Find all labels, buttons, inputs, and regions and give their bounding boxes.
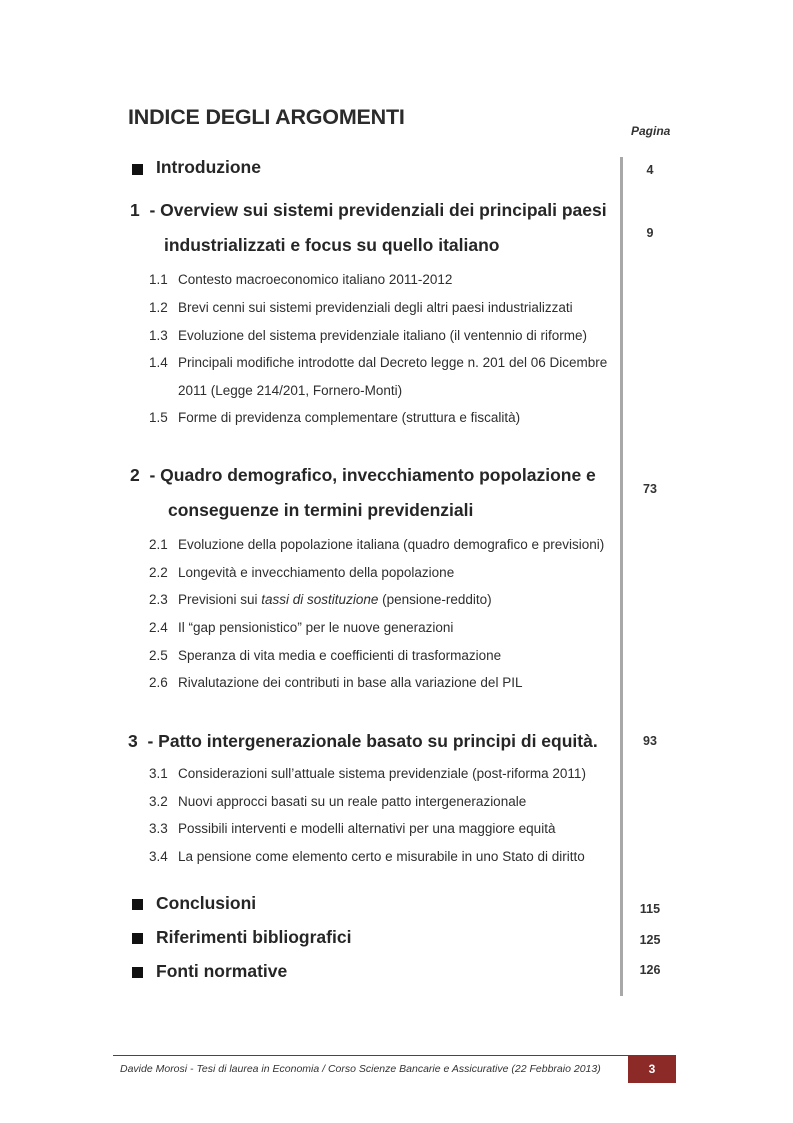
toc-entry-introduction[interactable]: Introduzione — [156, 157, 261, 177]
toc-section-3-1[interactable] — [149, 766, 586, 781]
toc-section-2-6[interactable] — [149, 675, 522, 690]
footer-text: Davide Morosi - Tesi di laurea in Economia / Corso Scienze Bancarie e Assicurative (22 Febbraio 2013) — [120, 1063, 601, 1075]
toc-section-1-2[interactable] — [149, 300, 573, 315]
section-number: 2.3 — [149, 592, 168, 607]
toc-section-1-1[interactable] — [149, 272, 452, 287]
page-number-badge: 3 — [628, 1055, 676, 1083]
section-number: 3.3 — [149, 821, 168, 836]
chapter-title-line2[interactable]: conseguenze in termini previdenziali — [168, 500, 474, 520]
toc-section-2-2[interactable] — [149, 565, 454, 580]
square-bullet-icon — [132, 967, 143, 978]
toc-chapter-2[interactable] — [130, 465, 596, 486]
section-title: Evoluzione della popolazione italiana (quadro demografico e previsioni) — [178, 537, 605, 552]
section-title: Forme di previdenza complementare (struttura e fiscalità) — [178, 410, 521, 425]
toc-section-3-3[interactable] — [149, 821, 555, 836]
toc-section-2-4[interactable] — [149, 620, 453, 635]
toc-section-1-4[interactable] — [149, 355, 607, 370]
toc-entry-legal-sources[interactable]: Fonti normative — [156, 961, 288, 981]
toc-section-2-5[interactable] — [149, 648, 501, 663]
vertical-divider — [620, 157, 623, 996]
toc-section-3-2[interactable] — [149, 794, 526, 809]
toc-entry-bibliography[interactable]: Riferimenti bibliografici — [156, 927, 352, 947]
section-number: 3.2 — [149, 794, 168, 809]
section-title-continuation[interactable]: 2011 (Legge 214/201, Fornero-Monti) — [178, 383, 403, 398]
chapter-number: 1 — [130, 200, 140, 220]
square-bullet-icon — [132, 899, 143, 910]
section-number: 1.3 — [149, 328, 168, 343]
section-title: Possibili interventi e modelli alternativi per una maggiore equità — [178, 821, 556, 836]
page-title: INDICE DEGLI ARGOMENTI — [128, 105, 405, 129]
footer-rule — [113, 1055, 628, 1056]
section-number: 3.1 — [149, 766, 168, 781]
section-number: 2.4 — [149, 620, 168, 635]
toc-page-conclusions: 115 — [639, 902, 661, 916]
toc-section-1-5[interactable] — [149, 410, 520, 425]
page-column-label: Pagina — [631, 124, 671, 138]
section-title: Principali modifiche introdotte dal Decreto legge n. 201 del 06 Dicembre — [178, 355, 608, 370]
section-title: Rivalutazione dei contributi in base alla variazione del PIL — [178, 675, 523, 690]
chapter-number: 2 — [130, 465, 140, 485]
section-number: 2.6 — [149, 675, 168, 690]
chapter-number: 3 — [128, 731, 138, 751]
toc-page-chapter-1: 9 — [646, 226, 654, 240]
section-title: Considerazioni sull’attuale sistema previdenziale (post-riforma 2011) — [178, 766, 586, 781]
section-number: 1.2 — [149, 300, 168, 315]
chapter-title-line1: - Overview sui sistemi previdenziali dei principali paesi — [149, 200, 607, 220]
toc-page-chapter-3: 93 — [643, 734, 657, 748]
section-number: 1.4 — [149, 355, 168, 370]
section-title: La pensione come elemento certo e misurabile in uno Stato di diritto — [178, 849, 585, 864]
toc-page-legal-sources: 126 — [639, 963, 661, 977]
toc-section-1-3[interactable] — [149, 328, 587, 343]
toc-section-3-4[interactable] — [149, 849, 585, 864]
section-title: Contesto macroeconomico italiano 2011-2012 — [178, 272, 453, 287]
section-number: 1.1 — [149, 272, 168, 287]
section-number: 3.4 — [149, 849, 168, 864]
section-title: Evoluzione del sistema previdenziale italiano (il ventennio di riforme) — [178, 328, 587, 343]
chapter-title-line1: - Quadro demografico, invecchiamento popolazione e — [149, 465, 596, 485]
chapter-title-line2[interactable]: industrializzati e focus su quello italiano — [164, 235, 500, 255]
toc-section-2-1[interactable] — [149, 537, 604, 552]
section-title: Longevità e invecchiamento della popolazione — [178, 565, 455, 580]
chapter-title-line1: - Patto intergenerazionale basato su principi di equità. — [147, 731, 598, 751]
square-bullet-icon — [132, 933, 143, 944]
section-title-italic: tassi di sostituzione — [261, 592, 379, 607]
toc-chapter-3[interactable] — [128, 731, 598, 752]
section-number: 2.1 — [149, 537, 168, 552]
section-number: 2.2 — [149, 565, 168, 580]
toc-page-bibliography: 125 — [639, 933, 661, 947]
toc-chapter-1[interactable] — [130, 200, 607, 221]
section-number: 2.5 — [149, 648, 168, 663]
toc-section-2-3[interactable] — [149, 592, 492, 607]
section-title: Brevi cenni sui sistemi previdenziali degli altri paesi industrializzati — [178, 300, 573, 315]
section-title: Nuovi approcci basati su un reale patto intergenerazionale — [178, 794, 527, 809]
toc-page-chapter-2: 73 — [643, 482, 657, 496]
section-title-prefix: Previsioni sui — [178, 592, 262, 607]
toc-entry-conclusions[interactable]: Conclusioni — [156, 893, 257, 913]
section-title: Il “gap pensionistico” per le nuove generazioni — [178, 620, 454, 635]
section-title-suffix: (pensione-reddito) — [378, 592, 492, 607]
toc-page-introduction: 4 — [646, 163, 654, 177]
square-bullet-icon — [132, 164, 143, 175]
section-title: Speranza di vita media e coefficienti di trasformazione — [178, 648, 502, 663]
section-number: 1.5 — [149, 410, 168, 425]
